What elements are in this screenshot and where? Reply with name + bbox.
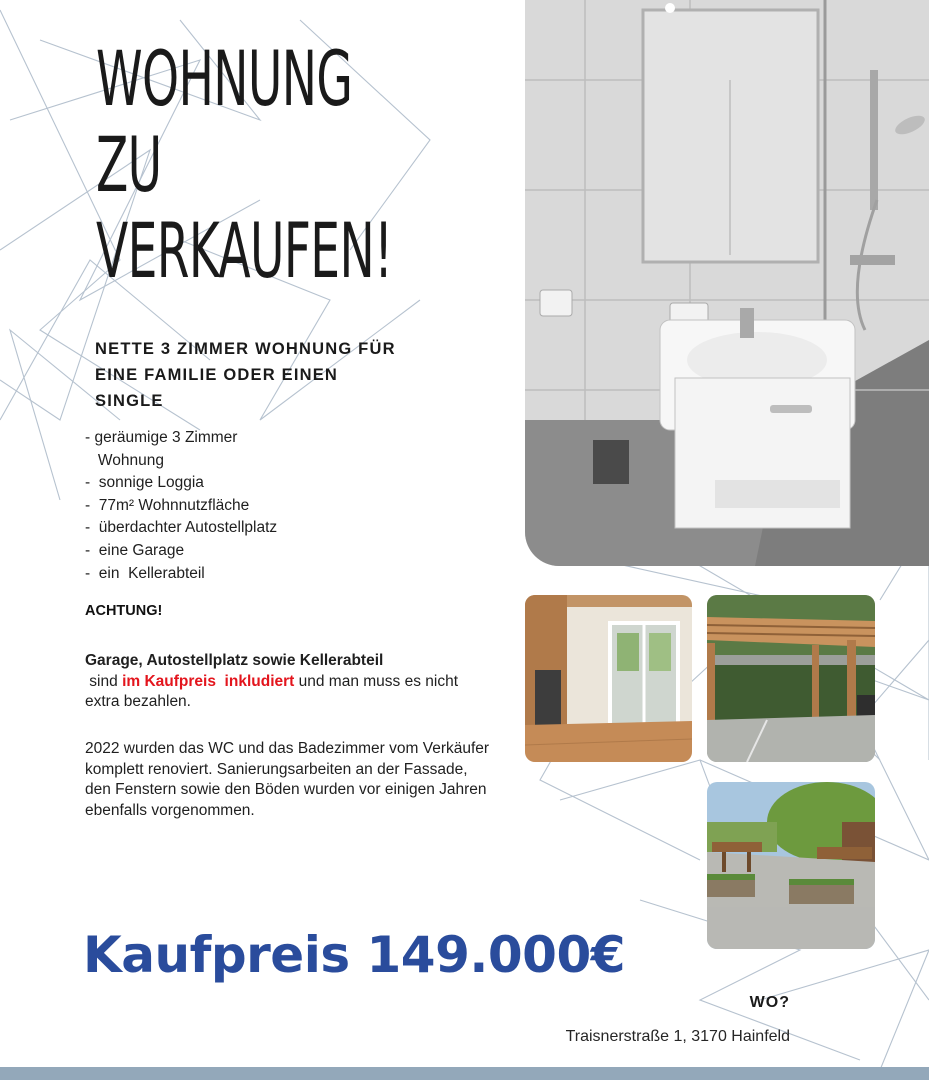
address: Traisnerstraße 1, 3170 Hainfeld bbox=[565, 1028, 790, 1045]
headline-line-2: ZU bbox=[96, 120, 162, 209]
carport-photo bbox=[707, 595, 875, 762]
location-label: WO? bbox=[749, 994, 790, 1011]
headline bbox=[96, 36, 392, 294]
included-connector-text: sind bbox=[85, 672, 123, 690]
feature-item: - geräumige 3 Zimmer bbox=[85, 429, 238, 446]
feature-list bbox=[85, 427, 277, 585]
included-rest-text: und man muss es nicht extra bezahlen. bbox=[85, 672, 459, 710]
included-items-text: Garage, Autostellplatz sowie Kellerabteil bbox=[85, 652, 384, 669]
renovation-note: 2022 wurden das WC und das Badezimmer vom Verkäufer komplett renoviert. Sanierungsarbeiten an der Fassade, den Fenstern sowie den Böden wurden vor einigen Jahren ebenfalls vorgenommen. bbox=[85, 740, 490, 819]
subtitle-line-3: SINGLE bbox=[95, 392, 164, 410]
subtitle-line-2: EINE FAMILIE ODER EINEN bbox=[95, 366, 339, 384]
terrace-photo bbox=[707, 782, 875, 949]
headline-line-3: VERKAUFEN! bbox=[96, 206, 393, 295]
bathroom-photo bbox=[525, 0, 929, 566]
feature-item: Wohnung bbox=[85, 451, 164, 469]
feature-item: - 77m² Wohnnutzfläche bbox=[85, 496, 250, 514]
headline-line-1: WOHNUNG bbox=[96, 34, 353, 123]
feature-item: - sonnige Loggia bbox=[85, 474, 204, 492]
price: Kaufpreis 149.000€ bbox=[83, 926, 626, 984]
warning-label: ACHTUNG! bbox=[85, 603, 163, 619]
feature-item: - überdachter Autostellplatz bbox=[85, 519, 278, 537]
included-highlight-text: im Kaufpreis inkludiert bbox=[122, 672, 295, 690]
living-room-photo bbox=[525, 595, 692, 762]
footer-bar bbox=[0, 1067, 929, 1080]
subtitle bbox=[95, 336, 396, 414]
feature-item: - eine Garage bbox=[85, 541, 185, 559]
included-note bbox=[85, 651, 495, 713]
subtitle-line-1: NETTE 3 ZIMMER WOHNUNG FÜR bbox=[95, 340, 396, 358]
feature-item: - ein Kellerabteil bbox=[85, 564, 205, 582]
